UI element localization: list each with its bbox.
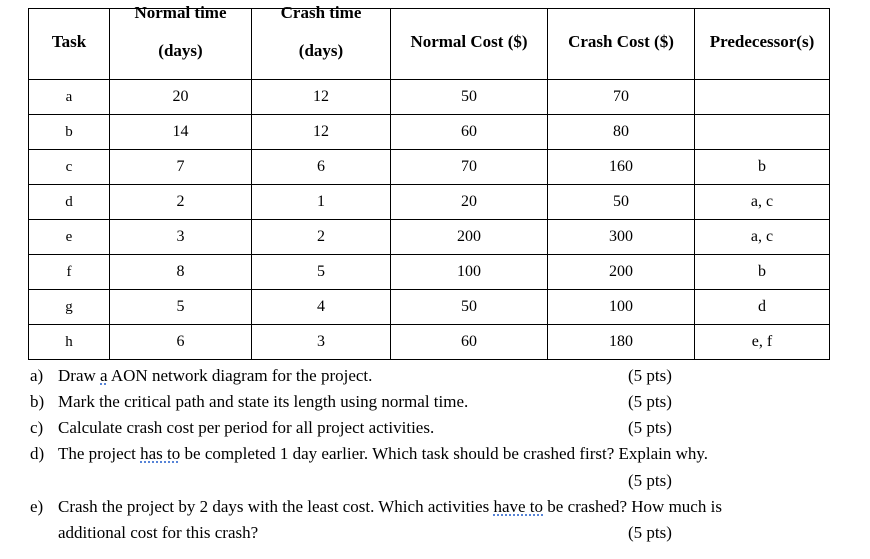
- cell-task: c: [29, 150, 110, 185]
- project-data-table: [28, 3, 830, 360]
- cell-crash-cost: 80: [548, 115, 695, 150]
- question-b: b) Mark the critical path and state its length using normal time.: [30, 392, 469, 411]
- cell-normal-time: 2: [110, 185, 252, 220]
- cell-normal-cost: 200: [391, 220, 548, 255]
- cell-normal-time: 5: [110, 290, 252, 325]
- table-row: [29, 325, 830, 360]
- cell-normal-cost: 50: [391, 80, 548, 115]
- cell-crash-cost: 50: [548, 185, 695, 220]
- cell-task: e: [29, 220, 110, 255]
- table-header-row: [29, 9, 830, 80]
- cell-normal-time: 7: [110, 150, 252, 185]
- header-normal-time: Normal time (days): [110, 9, 252, 80]
- cell-normal-time: 14: [110, 115, 252, 150]
- question-d: d) The project has to be completed 1 day earlier. Which task should be crashed first? Explain why.: [30, 444, 709, 463]
- cell-crash-time: 12: [252, 115, 391, 150]
- cell-pred: b: [695, 150, 830, 185]
- cell-task: a: [29, 80, 110, 115]
- cell-normal-cost: 60: [391, 115, 548, 150]
- question-c: c) Calculate crash cost per period for all project activities.: [30, 418, 435, 437]
- cell-pred: b: [695, 255, 830, 290]
- cell-pred: e, f: [695, 325, 830, 360]
- cell-normal-cost: 60: [391, 325, 548, 360]
- cell-pred: [695, 115, 830, 150]
- header-task: Task: [29, 9, 110, 80]
- table-row: [29, 255, 830, 290]
- cell-crash-time: 5: [252, 255, 391, 290]
- cell-crash-cost: 70: [548, 80, 695, 115]
- cell-task: b: [29, 115, 110, 150]
- cell-task: h: [29, 325, 110, 360]
- cell-crash-time: 3: [252, 325, 391, 360]
- cell-crash-time: 4: [252, 290, 391, 325]
- cell-normal-cost: 70: [391, 150, 548, 185]
- cell-crash-cost: 100: [548, 290, 695, 325]
- cell-normal-time: 8: [110, 255, 252, 290]
- cell-normal-time: 3: [110, 220, 252, 255]
- question-b-points: (5 pts): [628, 392, 672, 411]
- cell-pred: d: [695, 290, 830, 325]
- cell-crash-time: 1: [252, 185, 391, 220]
- cell-task: f: [29, 255, 110, 290]
- question-d-points: (5 pts): [628, 471, 672, 490]
- table-row: [29, 115, 830, 150]
- question-e-line2: additional cost for this crash?: [58, 523, 259, 542]
- cell-normal-time: 20: [110, 80, 252, 115]
- cell-crash-cost: 300: [548, 220, 695, 255]
- table-row: [29, 185, 830, 220]
- header-crash-time: Crash time (days): [252, 9, 391, 80]
- cell-crash-cost: 200: [548, 255, 695, 290]
- cell-crash-cost: 160: [548, 150, 695, 185]
- question-c-points: (5 pts): [628, 418, 672, 437]
- cell-crash-time: 2: [252, 220, 391, 255]
- cell-crash-cost: 180: [548, 325, 695, 360]
- question-e-points: (5 pts): [628, 523, 672, 542]
- question-e: e) Crash the project by 2 days with the least cost. Which activities have to be crashed? How much is: [30, 497, 722, 516]
- question-a: a) Draw a AON network diagram for the project.: [30, 366, 373, 385]
- cell-crash-time: 6: [252, 150, 391, 185]
- cell-normal-cost: 20: [391, 185, 548, 220]
- cell-pred: a, c: [695, 185, 830, 220]
- table-row: [29, 220, 830, 255]
- cell-pred: [695, 80, 830, 115]
- table-row: [29, 150, 830, 185]
- table-row: [29, 80, 830, 115]
- cell-normal-cost: 50: [391, 290, 548, 325]
- cell-normal-time: 6: [110, 325, 252, 360]
- cell-normal-cost: 100: [391, 255, 548, 290]
- cell-pred: a, c: [695, 220, 830, 255]
- header-predecessors: Predecessor(s): [695, 9, 830, 80]
- cell-task: d: [29, 185, 110, 220]
- table-row: [29, 290, 830, 325]
- question-a-points: (5 pts): [628, 366, 672, 385]
- cell-task: g: [29, 290, 110, 325]
- cell-crash-time: 12: [252, 80, 391, 115]
- header-crash-cost: Crash Cost ($): [548, 9, 695, 80]
- header-normal-cost: Normal Cost ($): [391, 9, 548, 80]
